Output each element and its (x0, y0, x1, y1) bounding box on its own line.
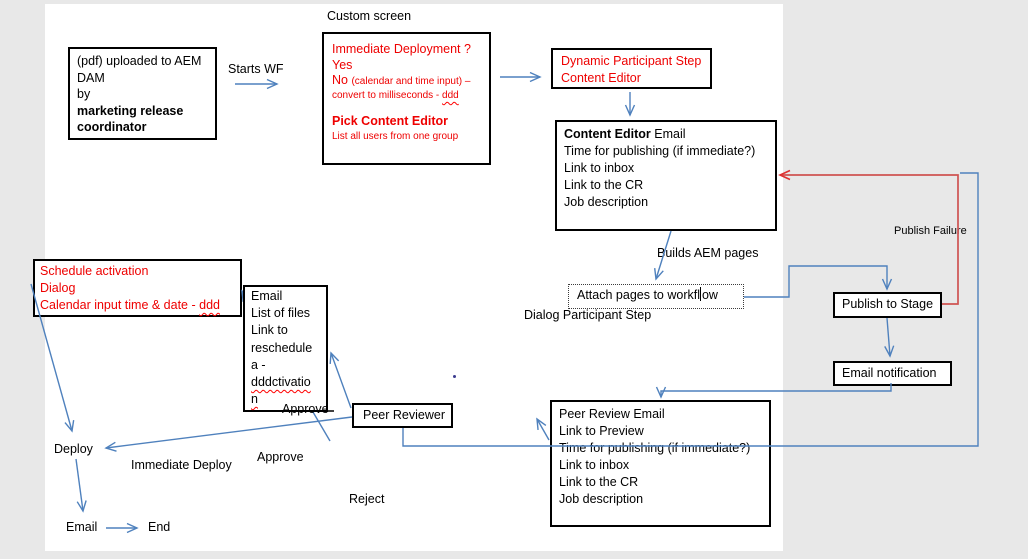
box-line: (pdf) uploaded to AEM (77, 54, 202, 68)
box-line: List of files (251, 306, 311, 321)
box-line: Schedule activation (40, 264, 149, 278)
misspelled-word: ddd (199, 298, 220, 312)
box-line: Email (251, 289, 283, 303)
deploy-label[interactable]: Deploy (54, 442, 93, 456)
box-line: Time for publishing (if immediate?) (559, 441, 751, 455)
schedule-activation-box[interactable] (33, 259, 242, 317)
box-line: Job description (564, 195, 649, 209)
peer-reviewer-box[interactable] (352, 403, 453, 428)
box-line: Immediate Deployment ? (332, 42, 471, 56)
connector-publish-failure (780, 175, 958, 304)
content-editor-email-box[interactable] (555, 120, 777, 231)
connector-publish-to-email-notification (887, 318, 890, 356)
misspelled-word: dddctivatio (251, 375, 311, 390)
box-line: Content Editor (561, 71, 641, 85)
box-line: Dialog (40, 281, 76, 295)
box-line: Dynamic Participant Step (561, 54, 702, 68)
peer-review-email-box[interactable] (550, 400, 771, 527)
approve-label-lower[interactable]: Approve (257, 450, 304, 464)
box-line: Link to the CR (559, 475, 639, 489)
box-line: Peer Reviewer (363, 408, 445, 422)
box-line: Job description (559, 492, 644, 506)
attach-pages-textbox[interactable] (568, 284, 744, 309)
email-label[interactable]: Email (66, 520, 98, 534)
box-line: coordinator (77, 120, 147, 134)
box-line: Calendar input time & date - ddd (40, 298, 220, 312)
immediate-deployment-box[interactable] (322, 32, 491, 165)
box-line: ow (701, 288, 718, 302)
reschedule-email-box[interactable] (243, 285, 328, 412)
box-line: Link to (251, 323, 288, 338)
custom-screen-label[interactable]: Custom screen (327, 9, 412, 23)
box-line: Email notification (842, 366, 937, 380)
box-line: a - (251, 357, 266, 372)
publish-to-stage-box[interactable] (833, 292, 942, 318)
email-notification-box[interactable] (833, 361, 952, 386)
dynamic-participant-step-box[interactable] (551, 48, 712, 89)
stray-mark (453, 375, 456, 378)
box-line: by (77, 87, 91, 101)
box-line: reschedule (251, 340, 313, 355)
end-label[interactable]: End (148, 520, 171, 534)
publish-failure-label[interactable]: Publish Failure (894, 225, 967, 237)
box-line: Link to Preview (559, 424, 644, 438)
reject-label[interactable]: Reject (349, 492, 385, 506)
dialog-participant-step-label[interactable]: Dialog Participant Step (524, 308, 652, 322)
builds-aem-pages-label[interactable]: Builds AEM pages (657, 246, 759, 260)
misspelled-word: ddd (442, 90, 459, 101)
box-line: Content Editor Email (564, 127, 686, 141)
box-line: Link to inbox (559, 458, 630, 472)
box-line: No (calendar and time input) – (332, 73, 471, 87)
box-line: marketing release (77, 103, 184, 118)
box-line: List all users from one group (332, 131, 459, 142)
box-line: DAM (77, 70, 105, 85)
blank-line (332, 102, 481, 113)
box-line: Link to the CR (564, 178, 644, 192)
misspelled-word: n (251, 392, 258, 407)
box-line: convert to milliseconds - ddd (332, 90, 459, 101)
starts-wf-label[interactable]: Starts WF (228, 62, 284, 76)
box-line: Pick Content Editor (332, 114, 448, 128)
box-line: Yes (332, 58, 353, 72)
text-cursor (700, 287, 701, 301)
box-line: Link to inbox (564, 161, 635, 175)
box-line: Publish to Stage (842, 297, 934, 311)
approve-label-upper[interactable]: Approve (282, 402, 329, 416)
immediate-deploy-label[interactable]: Immediate Deploy (131, 458, 232, 472)
box-line: Time for publishing (if immediate?) (564, 144, 756, 158)
box-line: Peer Review Email (559, 407, 665, 421)
box-line: Attach pages to workfl (577, 288, 700, 302)
pdf-upload-box[interactable] (68, 47, 217, 140)
